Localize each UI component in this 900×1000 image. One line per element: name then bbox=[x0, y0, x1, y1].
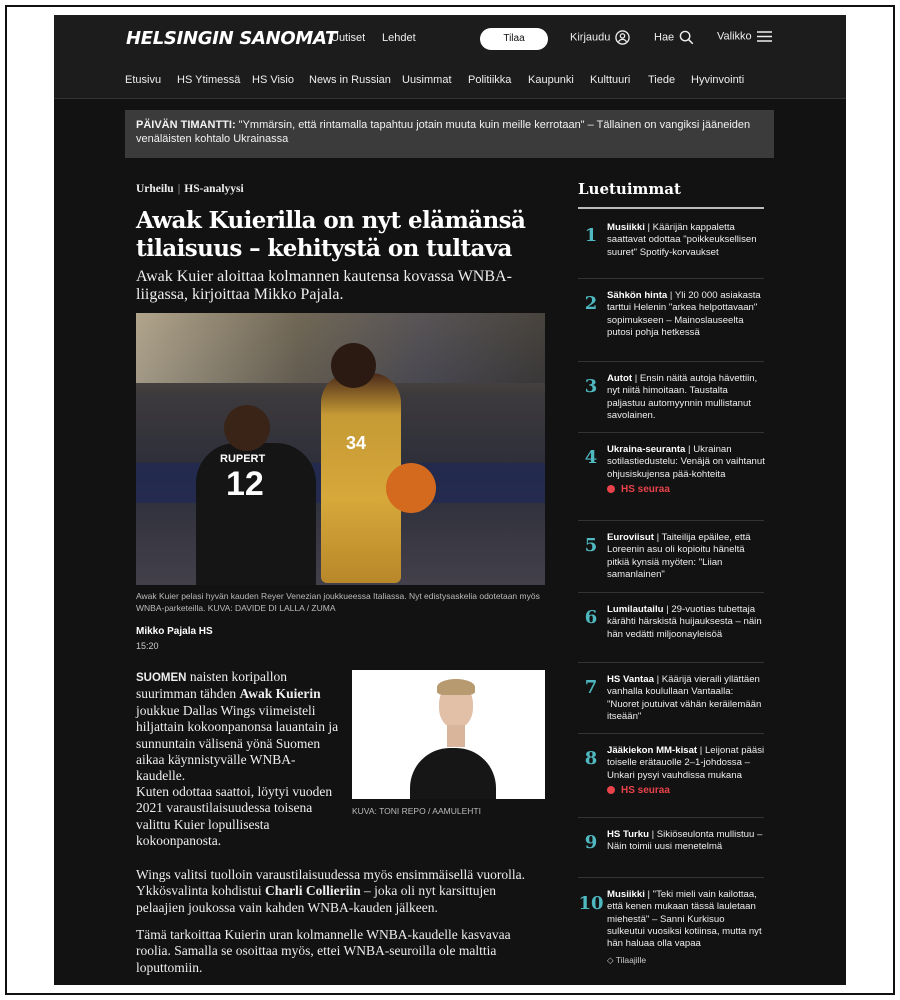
item-tag: HS Turku bbox=[607, 829, 649, 840]
rank-number: 5 bbox=[584, 535, 598, 556]
banner-label: PÄIVÄN TIMANTTI: bbox=[136, 119, 236, 131]
hs-follows-badge bbox=[607, 785, 765, 797]
item-headline: | Ukrainan sotilastiedustelu: Venäjä on vaihtanut ohjusiskujensa pää-kohteita bbox=[607, 444, 765, 480]
nav-etusivu[interactable]: Etusivu bbox=[125, 74, 162, 86]
badge-label: HS seuraa bbox=[621, 483, 670, 495]
login-label: Kirjaudu bbox=[570, 31, 611, 44]
most-read-item[interactable] bbox=[578, 593, 764, 663]
person-name: Charli Collieriin bbox=[265, 883, 361, 899]
article-lead: Awak Kuier aloittaa kolmannen kautensa kovassa WNBA-liigassa, kirjoittaa Mikko Pajala. bbox=[136, 268, 512, 303]
most-read-item[interactable] bbox=[578, 433, 764, 521]
item-headline: | Ensin näitä autoja hävettiin, nyt niitä himoitaan. Taustalta paljastuu automyynnin mullistanut savolainen. bbox=[607, 373, 758, 421]
item-headline: | 29-vuotias tubettaja kärähti härskistä huijauksesta – näin hän vedätti miljoonayleisöä bbox=[607, 604, 762, 640]
item-headline: | "Teki mieli vain kailottaa, että kenen mukaan tässä lauletaan miehestä" – Sanni Kurkisuo sulkeutui vuosiksi kotiinsa, mutta nyt hän haluaa olla vapaa bbox=[607, 889, 762, 950]
body-paragraph: Tämä tarkoittaa Kuierin uran kolmannelle WNBA-kaudelle kasvavaa roolia. Samalla se osoittaa myös, ettei WNBA-seuroilla ole malttia loputtomiin. bbox=[136, 927, 511, 975]
user-icon bbox=[615, 30, 630, 45]
badge-label: HS seuraa bbox=[621, 784, 670, 796]
article-headline: Awak Kuierilla on nyt elämänsä tilaisuus – kehitystä on tultava bbox=[136, 207, 526, 262]
banner-text: "Ymmärsin, että rintamalla tapahtuu jotain muuta kuin meille kerrotaan" – Tällainen on vangiksi jääneiden venäläisten kohtalo Ukrainassa bbox=[136, 119, 751, 145]
item-tag: Ukraina-seuranta bbox=[607, 444, 686, 455]
item-tag: Autot bbox=[607, 373, 633, 384]
link-lehdet[interactable]: Lehdet bbox=[382, 32, 416, 44]
badge-label: Tilaajille bbox=[615, 955, 647, 966]
item-headline: | Käärijä vieraili yllättäen vanhalla koulullaan Vantaalla: "Nuoret joutuivat vähän keräilemään itseään" bbox=[607, 674, 762, 722]
diamond-icon: ◇ bbox=[607, 955, 616, 966]
most-read-item[interactable] bbox=[578, 878, 764, 993]
item-text bbox=[607, 674, 765, 723]
publish-time: 15:20 bbox=[136, 641, 159, 651]
text: naisten koripallon suurimman tähden bbox=[136, 669, 287, 702]
item-text bbox=[607, 745, 765, 797]
item-tag: Euroviisut bbox=[607, 532, 654, 543]
item-text bbox=[607, 222, 765, 259]
item-tag: Jääkiekon MM-kisat bbox=[607, 745, 698, 756]
item-text bbox=[607, 532, 765, 581]
author-name[interactable]: Mikko Pajala HS bbox=[136, 626, 213, 637]
item-headline: | Sikiöseulonta mullistuu – Näin toimii uusi menetelmä bbox=[607, 829, 763, 853]
rank-number: 9 bbox=[584, 832, 598, 853]
live-dot-icon bbox=[607, 485, 615, 493]
link-uutiset[interactable]: Uutiset bbox=[331, 32, 366, 44]
nav-hyvinvointi[interactable]: Hyvinvointi bbox=[691, 74, 745, 86]
nav-kulttuuri[interactable]: Kulttuuri bbox=[590, 74, 631, 86]
nav-uusimmat[interactable]: Uusimmat bbox=[402, 74, 452, 86]
item-text bbox=[607, 604, 765, 641]
article-section bbox=[136, 183, 244, 195]
body-paragraph: Kuten odottaa saattoi, löytyi vuoden 2021 varaustilaisuudessa toisena valittu Kuier lopullisesta kokoonpanosta. bbox=[136, 784, 333, 849]
page bbox=[54, 15, 846, 985]
most-read-title: Luetuimmat bbox=[578, 180, 681, 198]
body-paragraph bbox=[136, 867, 548, 916]
site-logo[interactable]: HELSINGIN SANOMAT bbox=[126, 28, 337, 49]
search-button[interactable] bbox=[654, 30, 694, 45]
rank-number: 6 bbox=[584, 607, 598, 628]
section-link[interactable]: Urheilu bbox=[136, 183, 174, 195]
menu-button[interactable] bbox=[717, 30, 772, 43]
most-read-item[interactable] bbox=[578, 818, 764, 878]
divider bbox=[578, 207, 764, 209]
menu-label: Valikko bbox=[717, 30, 752, 43]
search-icon bbox=[679, 30, 694, 45]
article-main-photo bbox=[136, 313, 545, 585]
rank-number: 8 bbox=[584, 748, 598, 769]
rank-number: 2 bbox=[584, 293, 598, 314]
nav-tiede[interactable]: Tiede bbox=[648, 74, 676, 86]
live-dot-icon bbox=[607, 786, 615, 794]
item-text bbox=[607, 829, 765, 854]
rank-number: 7 bbox=[584, 677, 598, 698]
hamburger-icon bbox=[757, 30, 772, 43]
item-text bbox=[607, 290, 765, 339]
site-header bbox=[54, 15, 846, 99]
jersey-number: 12 bbox=[226, 465, 264, 503]
item-tag: HS Vantaa bbox=[607, 674, 654, 685]
text: – joka oli nyt karsittujen pelaajien joukossa vain kahden WNBA-kauden jälkeen. bbox=[136, 883, 496, 915]
jersey-name: RUPERT bbox=[220, 453, 266, 465]
item-tag: Sähkön hinta bbox=[607, 290, 668, 301]
subscriber-badge bbox=[607, 954, 765, 966]
item-headline: | Leijonat pääsi toiselle erätauolle 2–1-johdossa – Unkari pysyi vauhdissa mukana bbox=[607, 745, 765, 781]
most-read-item[interactable] bbox=[578, 279, 764, 362]
item-headline: | Yli 20 000 asiakasta tarttui Helenin "arkea helpottavaan" sopimukseen – Mainoslauseelta putosi pohja hetkessä bbox=[607, 290, 761, 338]
nav-hs-ytimessa[interactable]: HS Ytimessä bbox=[177, 74, 241, 86]
search-label: Hae bbox=[654, 31, 675, 44]
photo-caption: Awak Kuier pelasi hyvän kauden Reyer Venezian joukkueessa Italiassa. Nyt edistysaskelia odotetaan myös WNBA-parketeilla. KUVA: DAVIDE DI LALLA / ZUMA bbox=[136, 591, 540, 613]
item-text bbox=[607, 373, 765, 422]
item-tag: Musiikki bbox=[607, 889, 645, 900]
subsection-label: HS-analyysi bbox=[184, 183, 244, 195]
separator: | bbox=[177, 183, 181, 195]
rank-number: 1 bbox=[584, 225, 598, 246]
nav-news-in-russian[interactable]: News in Russian bbox=[309, 74, 391, 86]
text: joukkue Dallas Wings viimeisteli hiljattain kokoonpanonsa lauantain ja sunnuntain välisenä yönä Suomen aikaa käynnistyvälle WNBA-kaudelle. bbox=[136, 702, 339, 784]
daily-highlight-banner[interactable] bbox=[125, 110, 774, 158]
author-portrait bbox=[352, 670, 545, 799]
most-read-item[interactable] bbox=[578, 663, 764, 734]
dropcap-word: SUOMEN bbox=[136, 672, 187, 684]
text: Wings valitsi tuolloin varaustilaisuudessa myös ensimmäisellä vuorolla. Ykkösvalinta kohdistui bbox=[136, 867, 526, 899]
person-name: Awak Kuierin bbox=[239, 686, 321, 702]
item-text bbox=[607, 889, 765, 967]
nav-hs-visio[interactable]: HS Visio bbox=[252, 74, 294, 86]
item-tag: Lumilautailu bbox=[607, 604, 664, 615]
hs-follows-badge bbox=[607, 484, 765, 496]
item-tag: Musiikki bbox=[607, 222, 645, 233]
subscribe-button[interactable]: Tilaa bbox=[480, 28, 548, 50]
most-read-item[interactable] bbox=[578, 521, 764, 593]
item-text bbox=[607, 444, 765, 496]
body-paragraph bbox=[136, 669, 344, 785]
most-read-item[interactable] bbox=[578, 362, 764, 433]
item-headline: | Taiteilija epäilee, että Loreenin asu oli kopioitu häneltä pitkiä kynsiä myöten: "Liian samanlainen" bbox=[607, 532, 751, 580]
login-button[interactable] bbox=[570, 30, 630, 45]
portrait-caption: KUVA: TONI REPO / AAMULEHTI bbox=[352, 806, 481, 816]
nav-politiikka[interactable]: Politiikka bbox=[468, 74, 512, 86]
rank-number: 3 bbox=[584, 376, 598, 397]
most-read-item[interactable] bbox=[578, 734, 764, 818]
nav-kaupunki[interactable]: Kaupunki bbox=[528, 74, 574, 86]
jersey-number-2: 34 bbox=[346, 433, 367, 453]
item-headline: | Käärijän kappaletta saattavat odottaa "poikkeuksellisen suuret" Spotify-korvaukset bbox=[607, 222, 757, 258]
rank-number: 4 bbox=[584, 447, 598, 468]
most-read-item[interactable] bbox=[578, 211, 764, 279]
rank-number: 10 bbox=[578, 893, 604, 914]
